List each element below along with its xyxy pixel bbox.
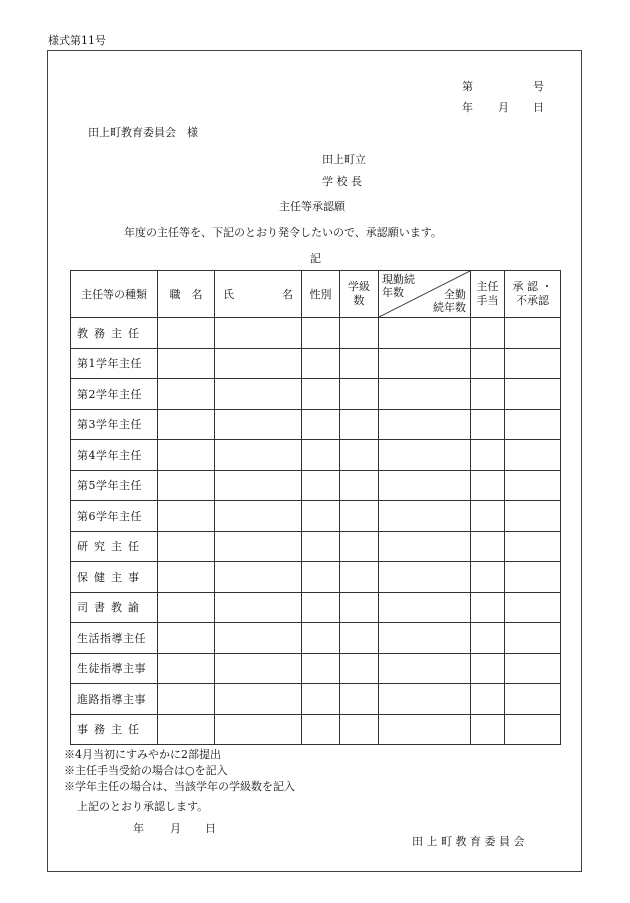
cell-service-years[interactable]	[379, 562, 471, 593]
row-type-label: 第5学年主任	[71, 470, 158, 501]
row-type-label: 研究主任	[71, 531, 158, 562]
cell-approval[interactable]	[505, 409, 561, 440]
cell-position[interactable]	[158, 714, 215, 745]
cell-approval[interactable]	[505, 440, 561, 471]
cell-classes[interactable]	[340, 653, 379, 684]
cell-name[interactable]	[215, 623, 302, 654]
cell-classes[interactable]	[340, 470, 379, 501]
cell-gender[interactable]	[302, 501, 340, 532]
table-row	[71, 409, 561, 440]
cell-gender[interactable]	[302, 531, 340, 562]
cell-gender[interactable]	[302, 440, 340, 471]
date-bottom-month: 月	[170, 822, 181, 835]
cell-gender[interactable]	[302, 653, 340, 684]
note-3: ※学年主任の場合は、当該学年の学級数を記入	[64, 780, 295, 793]
cell-gender[interactable]	[302, 562, 340, 593]
sender-principal: 学 校 長	[322, 175, 362, 188]
note-1: ※4月当初にすみやかに2部提出	[64, 748, 221, 761]
cell-allowance[interactable]	[471, 531, 505, 562]
header-name	[215, 271, 302, 318]
cell-allowance[interactable]	[471, 623, 505, 654]
cell-name[interactable]	[215, 501, 302, 532]
table-row	[71, 592, 561, 623]
table-row	[71, 379, 561, 410]
cell-position[interactable]	[158, 653, 215, 684]
cell-gender[interactable]	[302, 379, 340, 410]
cell-classes[interactable]	[340, 379, 379, 410]
row-type-label: 進路指導主事	[71, 684, 158, 715]
cell-name[interactable]	[215, 562, 302, 593]
cell-approval[interactable]	[505, 684, 561, 715]
addressee: 田上町教育委員会 様	[88, 126, 198, 139]
table-row	[71, 501, 561, 532]
header-name-left: 氏	[223, 288, 234, 301]
cell-gender[interactable]	[302, 348, 340, 379]
header-allowance-line2: 手当	[476, 294, 499, 307]
table-row	[71, 531, 561, 562]
cell-classes[interactable]	[340, 318, 379, 349]
header-position: 職 名	[158, 271, 215, 318]
cell-gender[interactable]	[302, 318, 340, 349]
cell-allowance[interactable]	[471, 501, 505, 532]
header-approval-line2: 不承認	[516, 294, 549, 307]
cell-name[interactable]	[215, 318, 302, 349]
cell-position[interactable]	[158, 470, 215, 501]
cell-service-years[interactable]	[379, 318, 471, 349]
cell-allowance[interactable]	[471, 684, 505, 715]
cell-approval[interactable]	[505, 379, 561, 410]
row-type-label: 事務主任	[71, 714, 158, 745]
ki-label: 記	[310, 252, 321, 265]
cell-service-years[interactable]	[379, 623, 471, 654]
cell-classes[interactable]	[340, 531, 379, 562]
cell-position[interactable]	[158, 592, 215, 623]
cell-allowance[interactable]	[471, 348, 505, 379]
cell-service-years[interactable]	[379, 592, 471, 623]
cell-position[interactable]	[158, 348, 215, 379]
approval-table	[70, 270, 561, 745]
row-type-label: 第1学年主任	[71, 348, 158, 379]
row-type-label: 第4学年主任	[71, 440, 158, 471]
row-type-label: 司書教諭	[71, 592, 158, 623]
cell-service-years[interactable]	[379, 531, 471, 562]
row-type-label: 第2学年主任	[71, 379, 158, 410]
cell-approval[interactable]	[505, 531, 561, 562]
cell-position[interactable]	[158, 318, 215, 349]
cell-service-years[interactable]	[379, 653, 471, 684]
header-allowance	[471, 271, 505, 318]
cell-name[interactable]	[215, 409, 302, 440]
cell-classes[interactable]	[340, 714, 379, 745]
cell-service-years[interactable]	[379, 348, 471, 379]
cell-service-years[interactable]	[379, 379, 471, 410]
cell-approval[interactable]	[505, 653, 561, 684]
cell-classes[interactable]	[340, 592, 379, 623]
cell-approval[interactable]	[505, 318, 561, 349]
table-row	[71, 470, 561, 501]
cell-allowance[interactable]	[471, 470, 505, 501]
date-bottom-day: 日	[205, 822, 216, 835]
cell-name[interactable]	[215, 653, 302, 684]
header-approval-line1: 承 認 ・	[512, 280, 553, 293]
date-top-month: 月	[498, 101, 509, 114]
cell-gender[interactable]	[302, 623, 340, 654]
row-type-label: 第3学年主任	[71, 409, 158, 440]
cell-approval[interactable]	[505, 501, 561, 532]
cell-classes[interactable]	[340, 562, 379, 593]
cell-approval[interactable]	[505, 592, 561, 623]
table-row	[71, 440, 561, 471]
table-header-row	[71, 271, 561, 318]
cell-gender[interactable]	[302, 592, 340, 623]
row-type-label: 生徒指導主事	[71, 653, 158, 684]
header-approval	[505, 271, 561, 318]
cell-name[interactable]	[215, 714, 302, 745]
doc-number-go: 号	[533, 80, 544, 93]
header-gender: 性別	[302, 271, 340, 318]
row-type-label: 教務主任	[71, 318, 158, 349]
header-name-right: 名	[282, 288, 293, 301]
sender-school: 田上町立	[322, 153, 366, 166]
cell-service-years[interactable]	[379, 409, 471, 440]
cell-classes[interactable]	[340, 501, 379, 532]
cell-service-years[interactable]	[379, 501, 471, 532]
row-type-label: 保健主事	[71, 562, 158, 593]
intro-text: 年度の主任等を、下記のとおり発令したいので、承認願います。	[124, 226, 442, 239]
row-type-label: 第6学年主任	[71, 501, 158, 532]
cell-position[interactable]	[158, 440, 215, 471]
doc-number-dai: 第	[462, 80, 473, 93]
cell-allowance[interactable]	[471, 653, 505, 684]
cell-position[interactable]	[158, 501, 215, 532]
cell-gender[interactable]	[302, 470, 340, 501]
table-row	[71, 562, 561, 593]
cell-allowance[interactable]	[471, 592, 505, 623]
cell-service-years[interactable]	[379, 714, 471, 745]
note-2: ※主任手当受給の場合は○を記入	[64, 764, 228, 777]
cell-classes[interactable]	[340, 409, 379, 440]
cell-position[interactable]	[158, 684, 215, 715]
header-allowance-line1: 主任	[476, 280, 499, 293]
cell-allowance[interactable]	[471, 714, 505, 745]
document-title: 主任等承認願	[279, 200, 345, 213]
table-row	[71, 348, 561, 379]
cell-allowance[interactable]	[471, 562, 505, 593]
cell-service-years[interactable]	[379, 470, 471, 501]
date-bottom-year: 年	[133, 822, 144, 835]
issuer: 田 上 町 教 育 委 員 会	[412, 835, 525, 848]
cell-approval[interactable]	[505, 348, 561, 379]
table-row	[71, 318, 561, 349]
cell-gender[interactable]	[302, 409, 340, 440]
row-type-label: 生活指導主任	[71, 623, 158, 654]
cell-name[interactable]	[215, 592, 302, 623]
cell-position[interactable]	[158, 623, 215, 654]
table-row	[71, 714, 561, 745]
header-classes-line1: 学級	[348, 280, 370, 293]
approval-text: 上記のとおり承認します。	[77, 800, 209, 813]
cell-approval[interactable]	[505, 714, 561, 745]
cell-name[interactable]	[215, 379, 302, 410]
date-top-day: 日	[533, 101, 544, 114]
cell-classes[interactable]	[340, 623, 379, 654]
table-row	[71, 684, 561, 715]
cell-position[interactable]	[158, 379, 215, 410]
cell-allowance[interactable]	[471, 318, 505, 349]
cell-name[interactable]	[215, 348, 302, 379]
cell-position[interactable]	[158, 409, 215, 440]
cell-approval[interactable]	[505, 470, 561, 501]
cell-classes[interactable]	[340, 440, 379, 471]
cell-classes[interactable]	[340, 684, 379, 715]
cell-position[interactable]	[158, 562, 215, 593]
cell-name[interactable]	[215, 531, 302, 562]
form-number: 様式第11号	[48, 34, 106, 47]
header-type: 主任等の種類	[71, 271, 158, 318]
cell-classes[interactable]	[340, 348, 379, 379]
header-service-current: 現勤続 年数	[382, 273, 415, 299]
header-classes-line2: 数	[353, 294, 365, 307]
header-service-years	[379, 271, 471, 318]
header-classes	[340, 271, 379, 318]
table-row	[71, 653, 561, 684]
cell-position[interactable]	[158, 531, 215, 562]
cell-name[interactable]	[215, 440, 302, 471]
date-top-year: 年	[462, 101, 473, 114]
cell-name[interactable]	[215, 684, 302, 715]
table-row	[71, 623, 561, 654]
header-service-total: 全勤 続年数	[433, 288, 466, 314]
cell-allowance[interactable]	[471, 409, 505, 440]
cell-name[interactable]	[215, 470, 302, 501]
cell-service-years[interactable]	[379, 684, 471, 715]
cell-approval[interactable]	[505, 623, 561, 654]
cell-gender[interactable]	[302, 714, 340, 745]
cell-gender[interactable]	[302, 684, 340, 715]
cell-allowance[interactable]	[471, 379, 505, 410]
cell-allowance[interactable]	[471, 440, 505, 471]
cell-approval[interactable]	[505, 562, 561, 593]
cell-service-years[interactable]	[379, 440, 471, 471]
